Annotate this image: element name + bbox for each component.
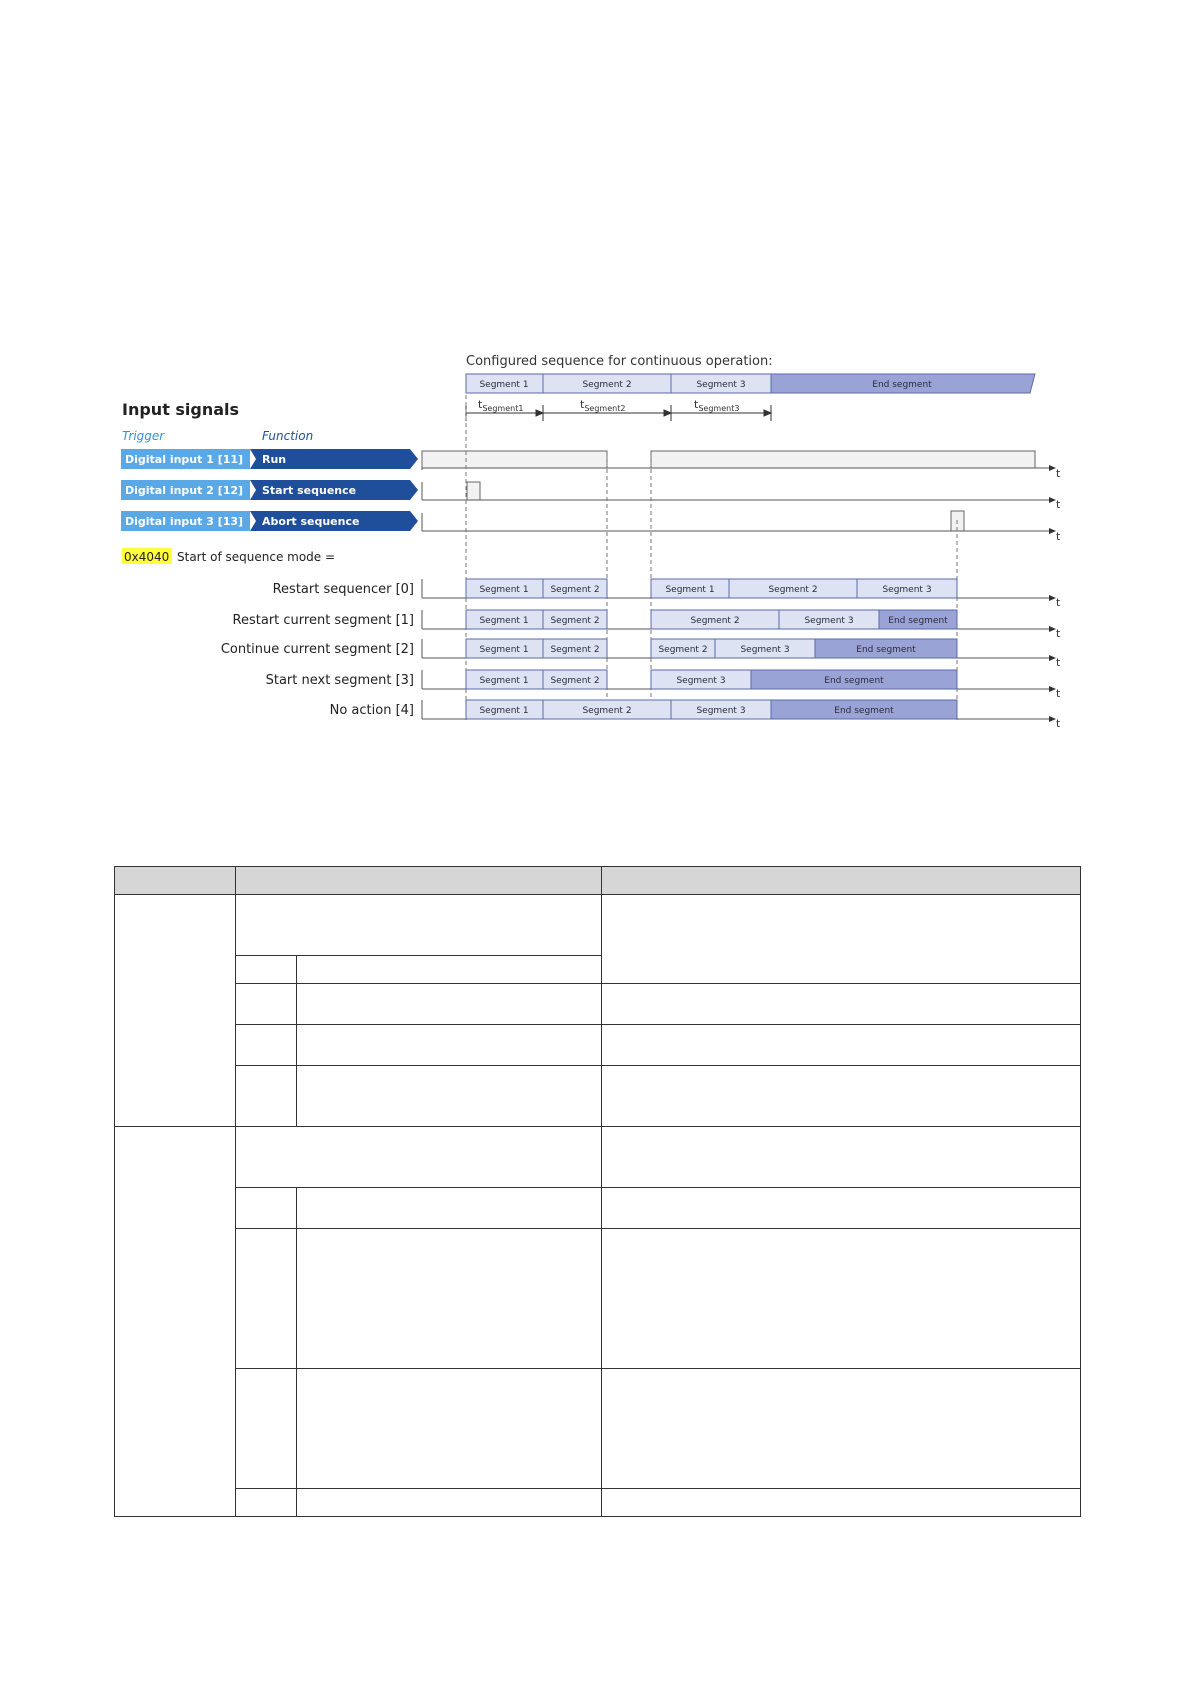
mode-row-4 (330, 700, 1056, 722)
table-row (115, 1188, 1081, 1229)
table-cell (602, 895, 1081, 984)
seq-segment-1-label: Segment 1 (479, 380, 529, 390)
segment-label: Segment 2 (658, 645, 708, 655)
input-row-3 (121, 511, 418, 531)
table-cell (236, 1369, 297, 1489)
table-cell (236, 895, 602, 956)
input-row-2 (121, 480, 418, 500)
table-cell (236, 1489, 297, 1517)
segment-label: End segment (888, 616, 948, 626)
seq-end-segment-label: End segment (872, 380, 932, 390)
sequence-timing-diagram (0, 0, 1191, 760)
mode-row-0 (273, 579, 1056, 601)
table-row (115, 895, 1081, 956)
segment-label: Segment 3 (740, 645, 790, 655)
segment-label: Segment 1 (479, 585, 529, 595)
segment-label: End segment (856, 645, 916, 655)
axis-t: t (1056, 596, 1061, 609)
table-cell (602, 1025, 1081, 1066)
abort-signal (422, 511, 1056, 534)
start-signal (422, 482, 1056, 503)
t-segment2-label: $t_{Segment2}$ (580, 398, 626, 413)
axis-t: t (1056, 467, 1061, 480)
t-segment3-label: $t_{Segment3}$ (694, 398, 740, 413)
parameter-table (114, 866, 1081, 1517)
table-cell (236, 984, 297, 1025)
table-cell (236, 956, 297, 984)
segment-label: Segment 3 (804, 616, 854, 626)
table-cell (602, 1188, 1081, 1229)
table-row (115, 1229, 1081, 1369)
table-row (115, 1369, 1081, 1489)
table-cell (602, 1369, 1081, 1489)
mode-code: 0x4040 (124, 550, 170, 564)
table-cell (297, 1188, 602, 1229)
table-cell (297, 1025, 602, 1066)
input-signals-heading: Input signals (122, 400, 240, 419)
axis-t: t (1056, 717, 1061, 730)
axis-t: t (1056, 530, 1061, 543)
segment-label: Segment 1 (479, 706, 529, 716)
table-cell (297, 956, 602, 984)
table-cell (297, 1369, 602, 1489)
segment-label: Segment 3 (882, 585, 932, 595)
segment-label: Segment 3 (696, 706, 746, 716)
table-cell (115, 895, 236, 1127)
seq-segment-2-label: Segment 2 (582, 380, 632, 390)
table-cell (115, 1127, 236, 1517)
table-cell (297, 1229, 602, 1369)
axis-t: t (1056, 687, 1061, 700)
segment-label: Segment 2 (550, 585, 600, 595)
table-cell (297, 1489, 602, 1517)
seq-segment-3-label: Segment 3 (696, 380, 746, 390)
segment-label: Segment 2 (550, 676, 600, 686)
function-label-3: Abort sequence (262, 515, 360, 528)
segment-label: Segment 1 (479, 676, 529, 686)
t-segment1-label: $t_{Segment1}$ (478, 398, 524, 413)
table-cell (602, 1066, 1081, 1127)
mode-row-label: Start next segment [3] (265, 673, 414, 688)
table-cell (236, 1229, 297, 1369)
function-label-2: Start sequence (262, 484, 357, 497)
segment-label: Segment 1 (479, 645, 529, 655)
table-cell (602, 1489, 1081, 1517)
table-row (115, 1127, 1081, 1188)
table-cell (602, 1229, 1081, 1369)
table-cell (602, 1127, 1081, 1188)
segment-label: Segment 2 (768, 585, 818, 595)
trigger-label: Trigger (122, 429, 165, 443)
trigger-label-2: Digital input 2 [12] (125, 484, 244, 497)
axis-t: t (1056, 656, 1061, 669)
mode-row-label: Restart sequencer [0] (272, 582, 414, 597)
sequence-title: Configured sequence for continuous operation: (466, 354, 773, 369)
table-header-cell (602, 867, 1081, 895)
trigger-label-1: Digital input 1 [11] (125, 453, 244, 466)
table-row (115, 984, 1081, 1025)
table-cell (297, 1066, 602, 1127)
mode-row-2 (221, 639, 1056, 661)
mode-row-label: Restart current segment [1] (232, 613, 414, 628)
function-label: Function (262, 429, 314, 443)
segment-label: Segment 2 (582, 706, 632, 716)
segment-label: End segment (824, 676, 884, 686)
function-label-1: Run (262, 453, 287, 466)
table-cell (236, 1188, 297, 1229)
table-cell (236, 1066, 297, 1127)
segment-label: Segment 1 (479, 616, 529, 626)
mode-row-1 (233, 610, 1056, 632)
table-cell (297, 984, 602, 1025)
configured-sequence-bar (466, 374, 1035, 393)
table-header-cell (236, 867, 602, 895)
mode-row-3 (266, 670, 1056, 692)
segment-label: Segment 3 (676, 676, 726, 686)
table-header-cell (115, 867, 236, 895)
mode-row-label: No action [4] (329, 703, 414, 718)
input-row-1 (121, 449, 418, 469)
mode-label: Start of sequence mode = (177, 550, 336, 564)
table-cell (602, 984, 1081, 1025)
trigger-label-3: Digital input 3 [13] (125, 515, 244, 528)
table-header-row (115, 867, 1081, 895)
segment-label: End segment (834, 706, 894, 716)
table-cell (236, 1127, 602, 1188)
segment-label: Segment 2 (550, 645, 600, 655)
segment-label: Segment 2 (550, 616, 600, 626)
table-row (115, 1025, 1081, 1066)
run-signal (422, 451, 1056, 471)
axis-t: t (1056, 498, 1061, 511)
table-cell (236, 1025, 297, 1066)
segment-label: Segment 1 (665, 585, 715, 595)
table-row (115, 1489, 1081, 1517)
segment-label: Segment 2 (690, 616, 740, 626)
mode-row-label: Continue current segment [2] (220, 642, 414, 657)
table-row (115, 1066, 1081, 1127)
axis-t: t (1056, 627, 1061, 640)
